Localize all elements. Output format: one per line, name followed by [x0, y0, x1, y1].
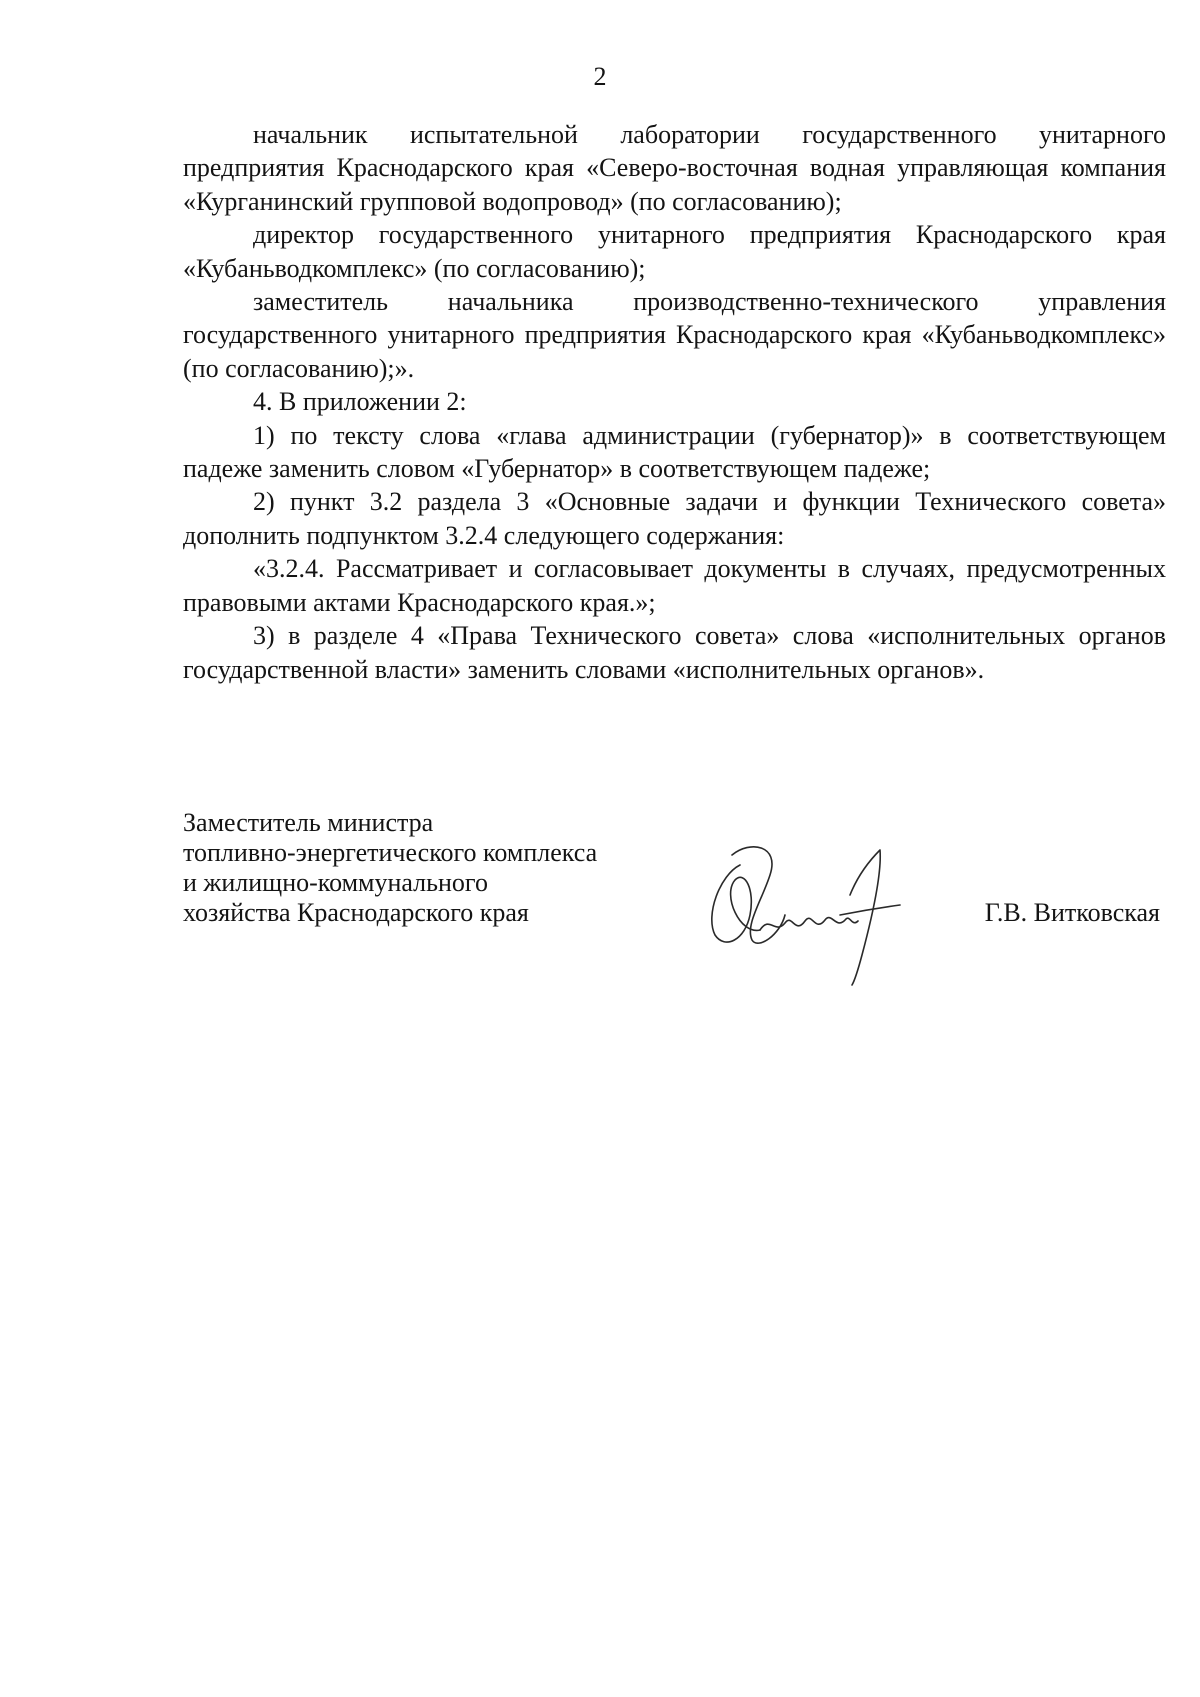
paragraph: начальник испытательной лаборатории государственного унитарного предприятия Краснодарского края «Северо-восточная водная управляющая компания «Курганинский групповой водопровод» (по согласованию);: [183, 120, 1166, 216]
paragraph: «3.2.4. Рассматривает и согласовывает документы в случаях, предусмотренных правовыми актами Краснодарского края.»;: [183, 554, 1166, 617]
signatory-position: [183, 808, 597, 928]
page-number: 2: [593, 62, 607, 91]
paragraph: 3) в разделе 4 «Права Технического совета» слова «исполнительных органов государственной власти» заменить словами «исполнительных органов».: [183, 621, 1166, 684]
position-line: хозяйства Краснодарского края: [183, 898, 529, 927]
document-body: [183, 118, 1166, 686]
signatory-name: Г.В. Витковская: [984, 898, 1160, 927]
position-line: топливно-энергетического комплекса: [183, 838, 598, 867]
position-line: и жилищно-коммунального: [183, 868, 488, 897]
paragraph: 2) пункт 3.2 раздела 3 «Основные задачи и функции Технического совета» дополнить подпунктом 3.2.4 следующего содержания:: [183, 487, 1166, 550]
handwritten-signature: [700, 835, 930, 995]
paragraph: заместитель начальника производственно-технического управления государственного унитарного предприятия Краснодарского края «Кубаньводкомплекс» (по согласованию);».: [183, 287, 1166, 383]
position-line: Заместитель министра: [183, 808, 434, 837]
paragraph: 4. В приложении 2:: [253, 387, 467, 417]
paragraph: 1) по тексту слова «глава администрации (губернатор)» в соответствующем падеже заменить словом «Губернатор» в соответствующем падеже;: [183, 420, 1166, 484]
paragraph: директор государственного унитарного предприятия Краснодарского края «Кубаньводкомплекс» (по согласованию);: [183, 220, 1166, 283]
